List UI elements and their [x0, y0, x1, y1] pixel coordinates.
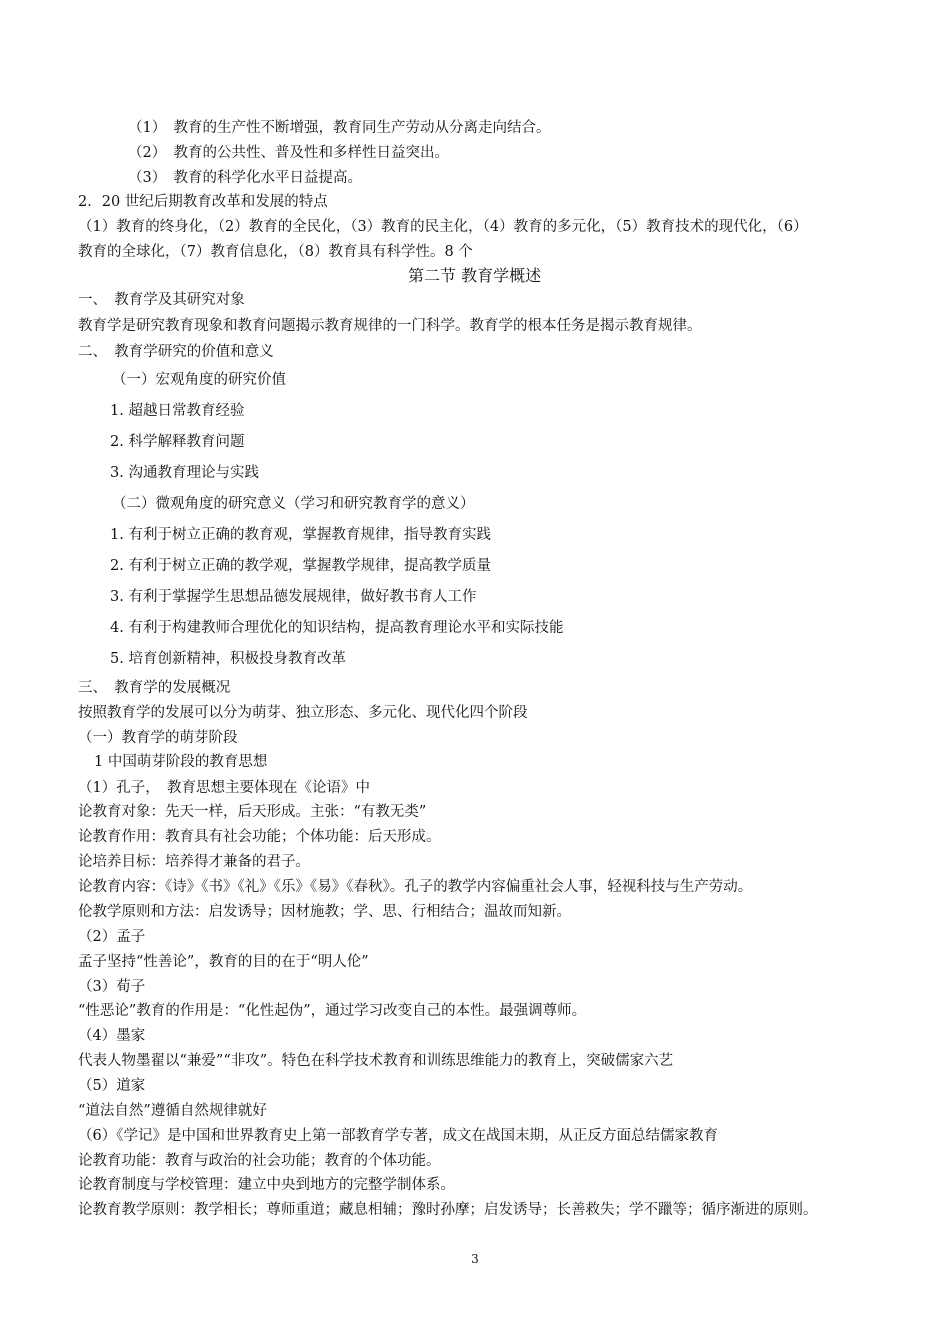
heading: 二、 教育学研究的价值和意义	[78, 344, 274, 360]
subheading: （一）教育学的萌芽阶段	[78, 730, 238, 746]
subheading: （一）宏观角度的研究价值	[112, 372, 286, 388]
text-line: 教育的全球化，（7）教育信息化，（8）教育具有科学性。8 个	[78, 244, 473, 260]
text-line: “道法自然”遵循自然规律就好	[78, 1103, 267, 1119]
text-line: （5）道家	[78, 1078, 146, 1094]
text-line: 代表人物墨翟以“兼爱”“非攻”。特色在科学技术教育和训练思维能力的教育上，突破儒家六艺	[78, 1053, 674, 1069]
text-line: 论教育教学原则：教学相长；尊师重道；藏息相辅；豫时孙摩；启发诱导；长善救失；学不躐等；循序渐进的原则。	[78, 1202, 818, 1218]
text-line: 论教育制度与学校管理：建立中央到地方的完整学制体系。	[78, 1177, 455, 1193]
text-line: 孟子坚持“性善论”，教育的目的在于“明人伦”	[78, 954, 369, 970]
list-item: 2. 科学解释教育问题	[110, 434, 245, 450]
section-title: 第二节 教育学概述	[408, 266, 542, 285]
heading: 一、 教育学及其研究对象	[78, 292, 245, 308]
text-line: （2）孟子	[78, 929, 146, 945]
list-item: 3. 有利于掌握学生思想品德发展规律，做好教书育人工作	[110, 589, 477, 605]
list-item: 2. 有利于树立正确的教学观，掌握教学规律，提高教学质量	[110, 558, 491, 574]
page-number: 3	[471, 1252, 479, 1266]
list-item: 1. 超越日常教育经验	[110, 403, 245, 419]
text-line: 按照教育学的发展可以分为萌芽、独立形态、多元化、现代化四个阶段	[78, 705, 528, 721]
text-line: “性恶论”教育的作用是：“化性起伪”，通过学习改变自己的本性。最强调尊师。	[78, 1003, 587, 1019]
text-line: 伦教学原则和方法：启发诱导；因材施教；学、思、行相结合；温故而知新。	[78, 904, 571, 920]
text-line: （1） 教育的生产性不断增强，教育同生产劳动从分离走向结合。	[128, 120, 551, 136]
text-line: 论教育功能：教育与政治的社会功能；教育的个体功能。	[78, 1153, 441, 1169]
text-line: （3） 教育的科学化水平日益提高。	[128, 170, 362, 186]
text-line: 论培养目标：培养得才兼备的君子。	[78, 854, 310, 870]
text-line: （6）《学记》是中国和世界教育史上第一部教育学专著，成文在战国末期，从正反方面总结儒家教育	[78, 1128, 718, 1144]
text-line: （1）教育的终身化，（2）教育的全民化，（3）教育的民主化，（4）教育的多元化，（5）教育技术的现代化，（6）	[78, 219, 808, 235]
text-line: （1）孔子， 教育思想主要体现在《论语》中	[78, 780, 370, 796]
text-line: （3）荀子	[78, 979, 146, 995]
list-item: 1. 有利于树立正确的教育观，掌握教育规律，指导教育实践	[110, 527, 491, 543]
text-line: 2．20 世纪后期教育改革和发展的特点	[78, 194, 328, 210]
text-line: 论教育对象：先天一样，后天形成。主张：“有教无类”	[78, 804, 427, 820]
subheading: 1 中国萌芽阶段的教育思想	[94, 754, 268, 770]
text-line: 论教育内容：《诗》《书》《礼》《乐》《易》《春秋》。孔子的教学内容偏重社会人事，轻视科技与生产劳动。	[78, 879, 753, 895]
text-line: （2） 教育的公共性、普及性和多样性日益突出。	[128, 145, 449, 161]
list-item: 4. 有利于构建教师合理优化的知识结构，提高教育理论水平和实际技能	[110, 620, 564, 636]
subheading: （二）微观角度的研究意义（学习和研究教育学的意义）	[112, 496, 475, 512]
text-line: 教育学是研究教育现象和教育问题揭示教育规律的一门科学。教育学的根本任务是揭示教育规律。	[78, 318, 702, 334]
heading: 三、 教育学的发展概况	[78, 680, 231, 696]
list-item: 5. 培育创新精神，积极投身教育改革	[110, 651, 346, 667]
text-line: （4）墨家	[78, 1028, 146, 1044]
list-item: 3. 沟通教育理论与实践	[110, 465, 259, 481]
text-line: 论教育作用：教育具有社会功能；个体功能：后天形成。	[78, 829, 441, 845]
